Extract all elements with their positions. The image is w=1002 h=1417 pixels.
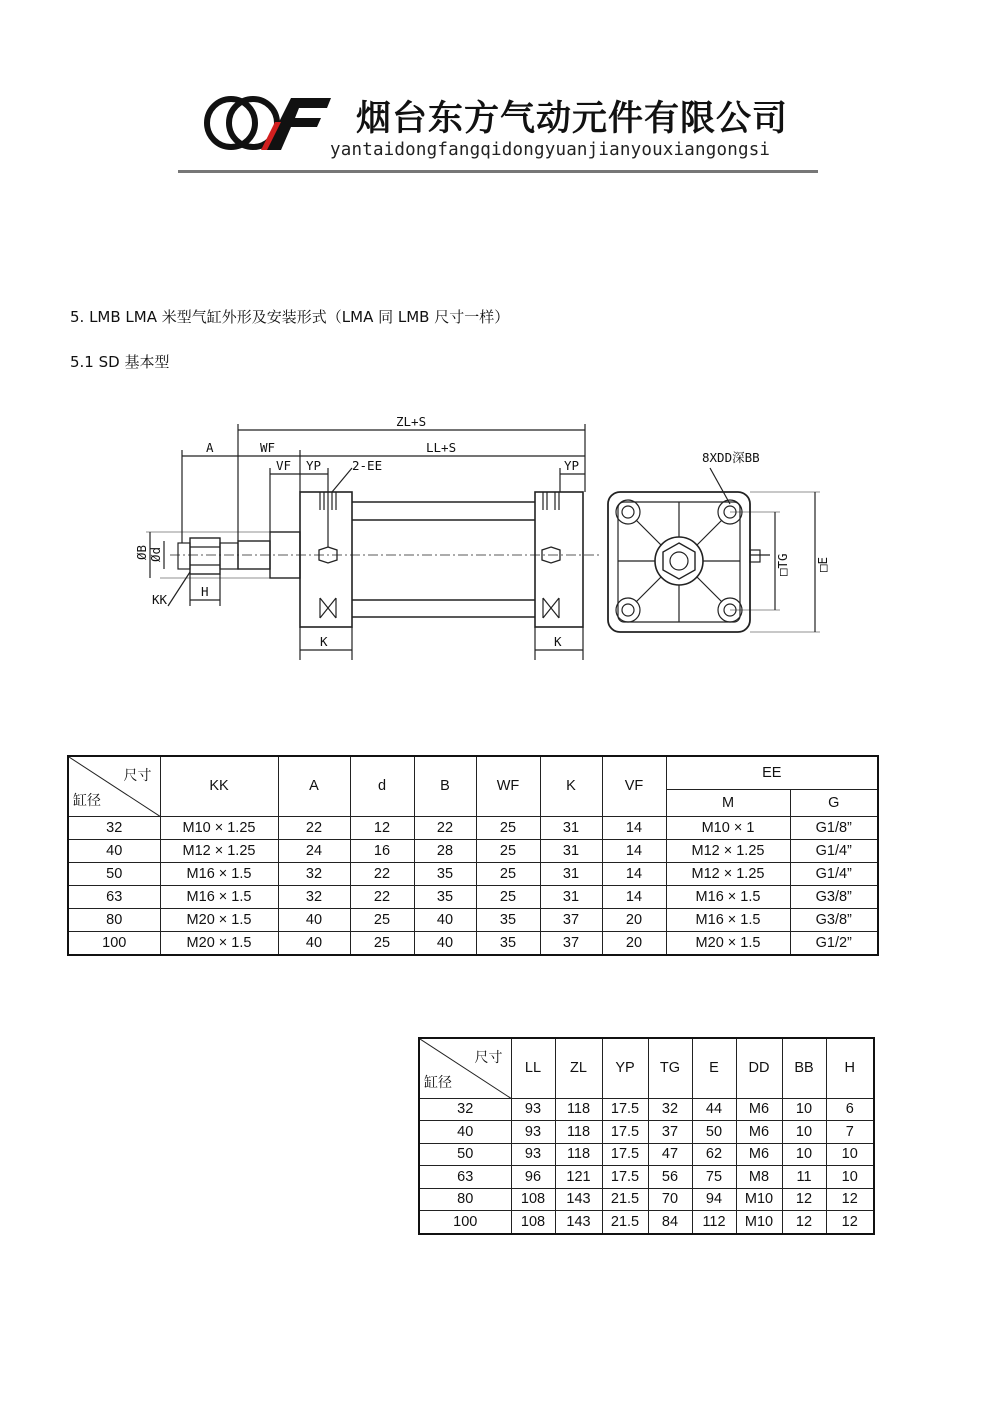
- bore-cell: 100: [419, 1211, 511, 1234]
- cylinder-drawing: [130, 410, 830, 674]
- table-cell: 11: [782, 1166, 826, 1189]
- table1-header-size: 尺寸: [123, 767, 152, 783]
- table-cell: 25: [476, 885, 540, 908]
- table-cell: M16 × 1.5: [160, 862, 278, 885]
- table-row: [68, 885, 878, 908]
- table-row: [68, 908, 878, 931]
- table-cell: 118: [555, 1098, 602, 1121]
- table1-col-kk: KK: [160, 756, 278, 816]
- table-cell: 24: [278, 839, 350, 862]
- table-cell: 14: [602, 839, 666, 862]
- bore-cell: 40: [68, 839, 160, 862]
- table-cell: 37: [540, 931, 602, 955]
- table-cell: 20: [602, 931, 666, 955]
- table-cell: 44: [692, 1098, 736, 1121]
- table1-header-bore: 缸径: [73, 791, 101, 808]
- table-cell: M12 × 1.25: [666, 839, 790, 862]
- table-cell: M16 × 1.5: [666, 908, 790, 931]
- table-cell: G1/4”: [790, 862, 878, 885]
- bore-cell: 80: [419, 1188, 511, 1211]
- table-cell: 16: [350, 839, 414, 862]
- table-cell: 25: [476, 862, 540, 885]
- table2-col-e: E: [692, 1038, 736, 1098]
- label-kk: KK: [152, 592, 168, 607]
- table1-col-ee-g: G: [790, 789, 878, 816]
- table-cell: 70: [648, 1188, 692, 1211]
- section-title: 5. LMB LMA 米型气缸外形及安装形式（LMA 同 LMB 尺寸一样）: [70, 308, 510, 326]
- bore-cell: 50: [419, 1143, 511, 1166]
- label-zl-s: ZL+S: [396, 414, 427, 429]
- table-cell: 37: [540, 908, 602, 931]
- table-cell: 10: [826, 1143, 874, 1166]
- table-row: [68, 862, 878, 885]
- table-cell: M12 × 1.25: [160, 839, 278, 862]
- table-cell: 20: [602, 908, 666, 931]
- table-cell: G1/8”: [790, 816, 878, 839]
- table-cell: 40: [278, 908, 350, 931]
- table1-col-ee-m: M: [666, 789, 790, 816]
- table1-col-a: A: [278, 756, 350, 816]
- table-cell: 108: [511, 1211, 555, 1234]
- table-cell: 14: [602, 816, 666, 839]
- table-cell: 121: [555, 1166, 602, 1189]
- label-ee: 2-EE: [352, 458, 383, 473]
- table-cell: 21.5: [602, 1188, 648, 1211]
- table2-col-h: H: [826, 1038, 874, 1098]
- table-cell: 17.5: [602, 1143, 648, 1166]
- table-cell: M12 × 1.25: [666, 862, 790, 885]
- table-cell: 25: [350, 931, 414, 955]
- table-cell: 112: [692, 1211, 736, 1234]
- table2-header-size: 尺寸: [474, 1049, 503, 1065]
- spec-table-2: [418, 1037, 875, 1235]
- table-cell: 56: [648, 1166, 692, 1189]
- table-cell: 84: [648, 1211, 692, 1234]
- label-yp: YP: [306, 458, 322, 473]
- table2-col-zl: ZL: [555, 1038, 602, 1098]
- label-phi-d: Ød: [148, 546, 163, 562]
- table-row: [419, 1098, 874, 1121]
- label-h: H: [201, 584, 209, 599]
- table1-col-wf: WF: [476, 756, 540, 816]
- table2-col-dd: DD: [736, 1038, 782, 1098]
- bore-cell: 63: [419, 1166, 511, 1189]
- table-cell: M8: [736, 1166, 782, 1189]
- bore-cell: 100: [68, 931, 160, 955]
- table-cell: 93: [511, 1143, 555, 1166]
- table-cell: M6: [736, 1098, 782, 1121]
- table-cell: 62: [692, 1143, 736, 1166]
- table-cell: M20 × 1.5: [160, 908, 278, 931]
- table-cell: 12: [826, 1188, 874, 1211]
- table-row: [419, 1121, 874, 1144]
- table1-col-d: d: [350, 756, 414, 816]
- table-cell: 108: [511, 1188, 555, 1211]
- table-row: [68, 839, 878, 862]
- bore-cell: 50: [68, 862, 160, 885]
- table-cell: 25: [350, 908, 414, 931]
- table-cell: M20 × 1.5: [160, 931, 278, 955]
- table-cell: 12: [782, 1211, 826, 1234]
- table-cell: M10 × 1.25: [160, 816, 278, 839]
- table-cell: 10: [782, 1143, 826, 1166]
- table-cell: 7: [826, 1121, 874, 1144]
- label-k-right: K: [554, 634, 562, 649]
- table-cell: G1/4”: [790, 839, 878, 862]
- table-cell: 37: [648, 1121, 692, 1144]
- table-row: [419, 1166, 874, 1189]
- table-cell: 35: [476, 908, 540, 931]
- table1-col-ee: EE: [666, 756, 878, 789]
- table-cell: 40: [414, 908, 476, 931]
- bore-cell: 32: [68, 816, 160, 839]
- table2-col-bb: BB: [782, 1038, 826, 1098]
- table2-col-ll: LL: [511, 1038, 555, 1098]
- table-cell: 14: [602, 885, 666, 908]
- table1-col-vf: VF: [602, 756, 666, 816]
- table-row: [419, 1188, 874, 1211]
- table-cell: 35: [414, 862, 476, 885]
- table1-col-k: K: [540, 756, 602, 816]
- table-cell: 40: [278, 931, 350, 955]
- table-cell: 28: [414, 839, 476, 862]
- label-yp-right: YP: [564, 458, 580, 473]
- table-cell: 17.5: [602, 1098, 648, 1121]
- table-cell: 50: [692, 1121, 736, 1144]
- table-cell: 31: [540, 816, 602, 839]
- table-cell: 10: [782, 1098, 826, 1121]
- label-k-left: K: [320, 634, 328, 649]
- table2-corner-header: [419, 1038, 511, 1098]
- table-cell: M10 × 1: [666, 816, 790, 839]
- table-row: [68, 816, 878, 839]
- table-cell: 12: [350, 816, 414, 839]
- table-cell: 47: [648, 1143, 692, 1166]
- table-cell: 35: [414, 885, 476, 908]
- table-cell: 6: [826, 1098, 874, 1121]
- label-vf: VF: [276, 458, 292, 473]
- end-view: [608, 468, 820, 632]
- table-cell: 31: [540, 862, 602, 885]
- table-cell: 93: [511, 1098, 555, 1121]
- label-e: □E: [815, 556, 830, 572]
- table-cell: 35: [476, 931, 540, 955]
- company-name-cn: 烟台东方气动元件有限公司: [356, 99, 789, 139]
- table-cell: 10: [782, 1121, 826, 1144]
- spec-table-1: [67, 755, 879, 956]
- table-cell: 14: [602, 862, 666, 885]
- table-cell: 22: [350, 885, 414, 908]
- company-name-pinyin: yantaidongfangqidongyuanjianyouxiangongsi: [330, 140, 771, 160]
- table-row: [419, 1211, 874, 1234]
- table-cell: 31: [540, 839, 602, 862]
- table-cell: 118: [555, 1143, 602, 1166]
- table1-col-b: B: [414, 756, 476, 816]
- label-phi-b: ØB: [134, 544, 149, 560]
- table-cell: 96: [511, 1166, 555, 1189]
- table-cell: 32: [648, 1098, 692, 1121]
- table-cell: M20 × 1.5: [666, 931, 790, 955]
- table2-header-bore: 缸径: [424, 1073, 452, 1090]
- table-cell: 31: [540, 885, 602, 908]
- table-cell: 143: [555, 1188, 602, 1211]
- table-cell: 143: [555, 1211, 602, 1234]
- table-cell: 22: [414, 816, 476, 839]
- table-cell: M16 × 1.5: [666, 885, 790, 908]
- table-cell: 12: [782, 1188, 826, 1211]
- table-cell: 75: [692, 1166, 736, 1189]
- table-cell: M10: [736, 1211, 782, 1234]
- table-cell: 118: [555, 1121, 602, 1144]
- table-cell: 12: [826, 1211, 874, 1234]
- table-cell: M16 × 1.5: [160, 885, 278, 908]
- label-dd-bb: 8XDD深BB: [702, 450, 760, 465]
- header-divider: [178, 170, 818, 173]
- table-cell: 17.5: [602, 1166, 648, 1189]
- table-cell: 17.5: [602, 1121, 648, 1144]
- table-cell: 32: [278, 862, 350, 885]
- bore-cell: 40: [419, 1121, 511, 1144]
- table-cell: 10: [826, 1166, 874, 1189]
- table-cell: 21.5: [602, 1211, 648, 1234]
- bore-cell: 32: [419, 1098, 511, 1121]
- table-cell: G1/2”: [790, 931, 878, 955]
- table-cell: 32: [278, 885, 350, 908]
- table-cell: 94: [692, 1188, 736, 1211]
- table-cell: G3/8”: [790, 908, 878, 931]
- table2-col-tg: TG: [648, 1038, 692, 1098]
- table-row: [419, 1143, 874, 1166]
- table-cell: M6: [736, 1143, 782, 1166]
- label-ll-s: LL+S: [426, 440, 457, 455]
- table-cell: M6: [736, 1121, 782, 1144]
- table1-corner-header: [68, 756, 160, 816]
- table-cell: 22: [350, 862, 414, 885]
- table2-col-yp: YP: [602, 1038, 648, 1098]
- bore-cell: 63: [68, 885, 160, 908]
- label-tg: □TG: [775, 553, 790, 576]
- table-cell: 25: [476, 816, 540, 839]
- table-row: [68, 931, 878, 955]
- table-cell: M10: [736, 1188, 782, 1211]
- label-wf: WF: [260, 440, 276, 455]
- label-a: A: [206, 440, 214, 455]
- bore-cell: 80: [68, 908, 160, 931]
- table-cell: 93: [511, 1121, 555, 1144]
- table-cell: 40: [414, 931, 476, 955]
- table-cell: 22: [278, 816, 350, 839]
- table-cell: G3/8”: [790, 885, 878, 908]
- company-logo: [203, 92, 333, 158]
- subsection-title: 5.1 SD 基本型: [70, 353, 170, 371]
- table-cell: 25: [476, 839, 540, 862]
